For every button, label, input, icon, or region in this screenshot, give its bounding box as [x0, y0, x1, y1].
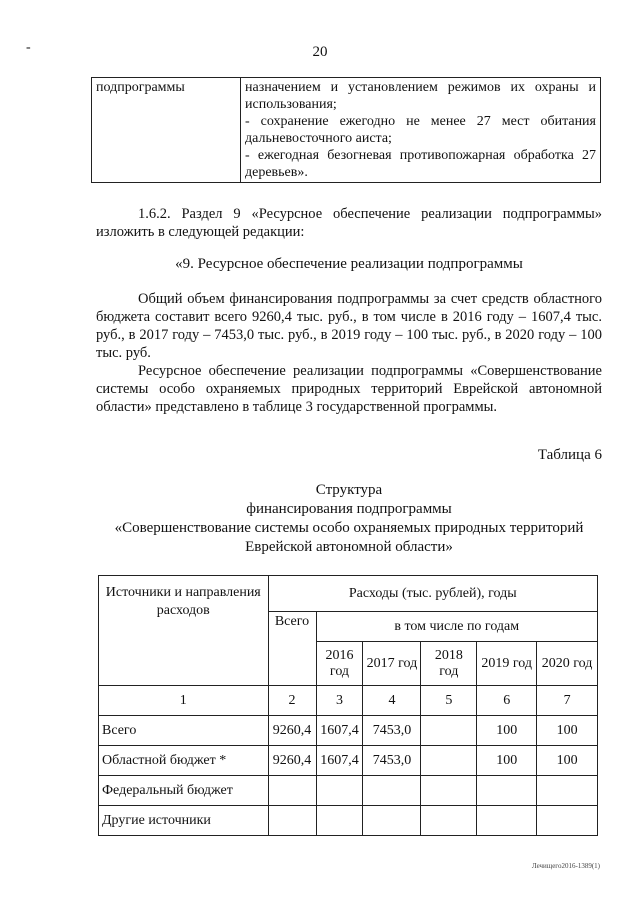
year-header: 2017 год [363, 642, 421, 686]
column-number: 5 [421, 686, 477, 716]
cell [537, 806, 598, 836]
cell: 100 [477, 746, 537, 776]
column-number: 7 [537, 686, 598, 716]
header-by-year: в том числе по годам [316, 612, 598, 642]
table-row [99, 806, 598, 836]
cell [363, 806, 421, 836]
right-cell [241, 78, 601, 183]
column-number: 6 [477, 686, 537, 716]
header-expenses: Расходы (тыс. рублей), годы [268, 576, 597, 612]
column-number: 4 [363, 686, 421, 716]
cell: 100 [537, 716, 598, 746]
title-line: Еврейской автономной области» [245, 539, 453, 555]
cell: 100 [477, 716, 537, 746]
row-label: Федеральный бюджет [99, 776, 269, 806]
header-total: Всего [268, 612, 316, 686]
column-number: 3 [316, 686, 363, 716]
year-header: 2020 год [537, 642, 598, 686]
cell [268, 776, 316, 806]
document-code: Лечищего2016-1389(1) [531, 862, 600, 870]
cell: 7453,0 [363, 716, 421, 746]
line: - сохранение ежегодно не менее 27 мест обитания дальневосточного аиста; [245, 114, 596, 146]
column-number: 1 [99, 686, 269, 716]
row-label: Другие источники [99, 806, 269, 836]
cell: 9260,4 [268, 746, 316, 776]
cell [477, 776, 537, 806]
margin-mark: - [26, 40, 31, 55]
page-number: 20 [312, 44, 328, 60]
year-header: 2019 год [477, 642, 537, 686]
cell [421, 806, 477, 836]
cell [363, 776, 421, 806]
year-header: 2016 год [316, 642, 363, 686]
row-label: Всего [99, 716, 269, 746]
cell [268, 806, 316, 836]
financing-table [98, 575, 598, 836]
year-header: 2018 год [421, 642, 477, 686]
left-cell: подпрограммы [92, 78, 241, 183]
cell [421, 776, 477, 806]
table-row [99, 716, 598, 746]
cell: 9260,4 [268, 716, 316, 746]
table-row [99, 746, 598, 776]
header-sources: Источники и направления расходов [99, 576, 269, 686]
cell [316, 776, 363, 806]
title-line: «Совершенствование системы особо охраняемых природных территорий [114, 520, 584, 536]
title-line: финансирования подпрограммы [246, 501, 452, 517]
cell [421, 746, 477, 776]
section-heading: «9. Ресурсное обеспечение реализации подпрограммы [175, 256, 523, 272]
table-title [96, 481, 602, 557]
cell: 7453,0 [363, 746, 421, 776]
paragraph-funding: Общий объем финансирования подпрограммы за счет средств областного бюджета составит всего 9260,4 тыс. руб., в том числе в 2016 году – 1607,4 тыс. руб., в 2017 году – 7453,0 тыс. руб., в 2019 году – 100 тыс. руб., в 2020 году – 100 тыс. руб. [96, 291, 602, 361]
line: назначением и установлением режимов их охраны и использования; [245, 80, 596, 112]
paragraph-resources: Ресурсное обеспечение реализации подпрограммы «Совершенствование системы особо охраняемых природных территорий Еврейской автономной области» представлено в таблице 3 государственной программы. [96, 363, 602, 415]
row-label: Областной бюджет * [99, 746, 269, 776]
section-paragraph: 1.6.2. Раздел 9 «Ресурсное обеспечение реализации подпрограммы» изложить в следующей редакции: [96, 206, 602, 240]
title-line: Структура [315, 482, 383, 498]
cell: 1607,4 [316, 746, 363, 776]
table-row [99, 776, 598, 806]
continuation-table [91, 77, 601, 183]
cell [421, 716, 477, 746]
column-number: 2 [268, 686, 316, 716]
cell [537, 776, 598, 806]
cell [477, 806, 537, 836]
table-label: Таблица 6 [537, 447, 602, 463]
cell [316, 806, 363, 836]
cell: 1607,4 [316, 716, 363, 746]
cell: 100 [537, 746, 598, 776]
line: - ежегодная безогневая противопожарная обработка 27 деревьев». [245, 148, 596, 180]
